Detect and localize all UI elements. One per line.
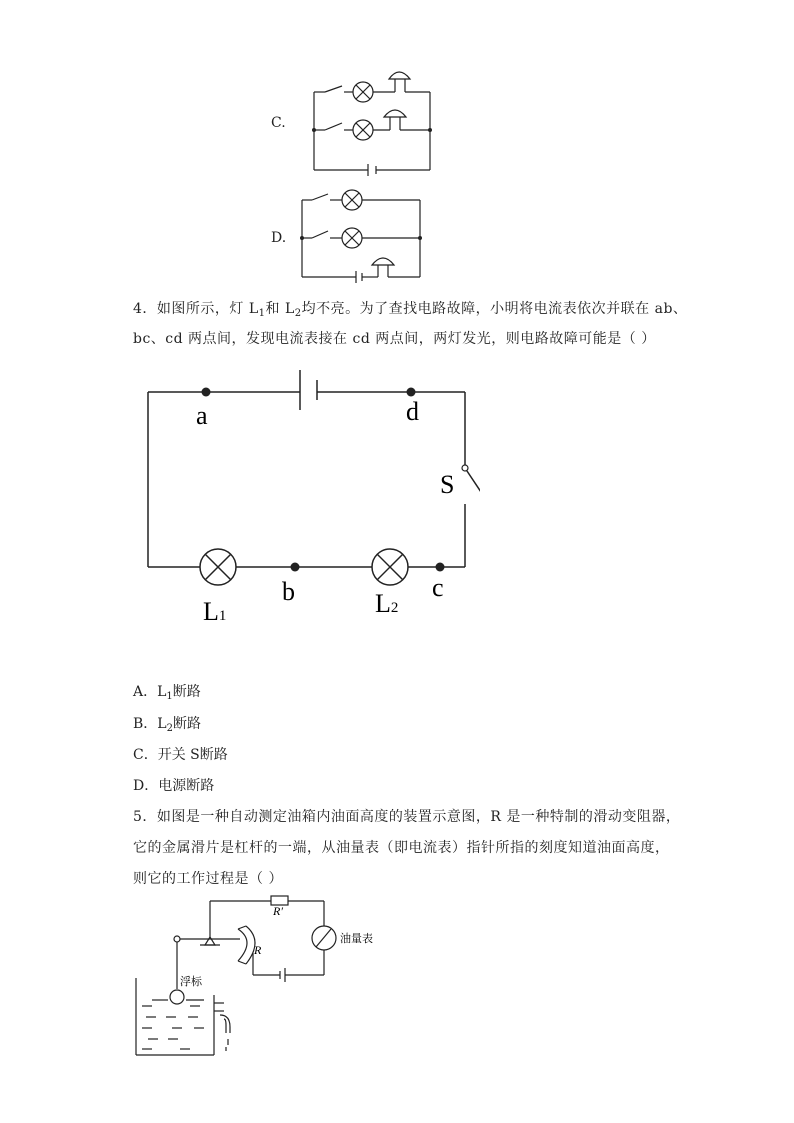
circuit-d-diagram xyxy=(290,185,430,285)
switch-s-label: S xyxy=(440,470,455,499)
q4-option-a[interactable]: A．$L_1$断路 xyxy=(133,684,201,702)
r-label: R xyxy=(254,943,262,957)
meter-label: 油量表 xyxy=(340,933,373,945)
oil-tank-diagram xyxy=(128,893,388,1063)
lamp-l1-label: L1 xyxy=(203,597,227,626)
q5-line2: 它的金属滑片是杠杆的一端，从油量表（即电流表）指针所指的刻度知道油面高度， xyxy=(133,840,670,856)
option-d-label: D. xyxy=(271,230,287,246)
q4-option-c[interactable]: C．开关 S断路 xyxy=(133,747,228,763)
q4-circuit-diagram xyxy=(140,360,480,630)
circuit-c-diagram xyxy=(300,65,440,180)
q4-line2: bc、cd 两点间，发现电流表接在 cd 两点间，两灯发光，则电路故障可能是（ ） xyxy=(133,331,656,347)
q4-option-b[interactable]: B．$L_2$断路 xyxy=(133,716,201,734)
float-label: 浮标 xyxy=(180,976,202,988)
q4-option-d[interactable]: D．电源断路 xyxy=(133,778,215,794)
point-d-label: d xyxy=(406,397,419,426)
q4-line1: 4．如图所示，灯 $L_1$和 $L_2$均不亮。为了查找电路故障，小明将电流表依次并联在 ab、 xyxy=(133,301,688,319)
q5-line1: 5．如图是一种自动测定油箱内油面高度的装置示意图，R 是一种特制的滑动变阻器， xyxy=(133,809,681,825)
r-prime-label: R′ xyxy=(273,904,283,918)
option-c-label: C. xyxy=(271,115,286,131)
q5-line3: 则它的工作过程是（ ） xyxy=(133,871,283,887)
point-b-label: b xyxy=(282,577,295,606)
lamp-l2-label: L2 xyxy=(375,589,399,618)
point-a-label: a xyxy=(196,401,208,430)
point-c-label: c xyxy=(432,573,444,602)
